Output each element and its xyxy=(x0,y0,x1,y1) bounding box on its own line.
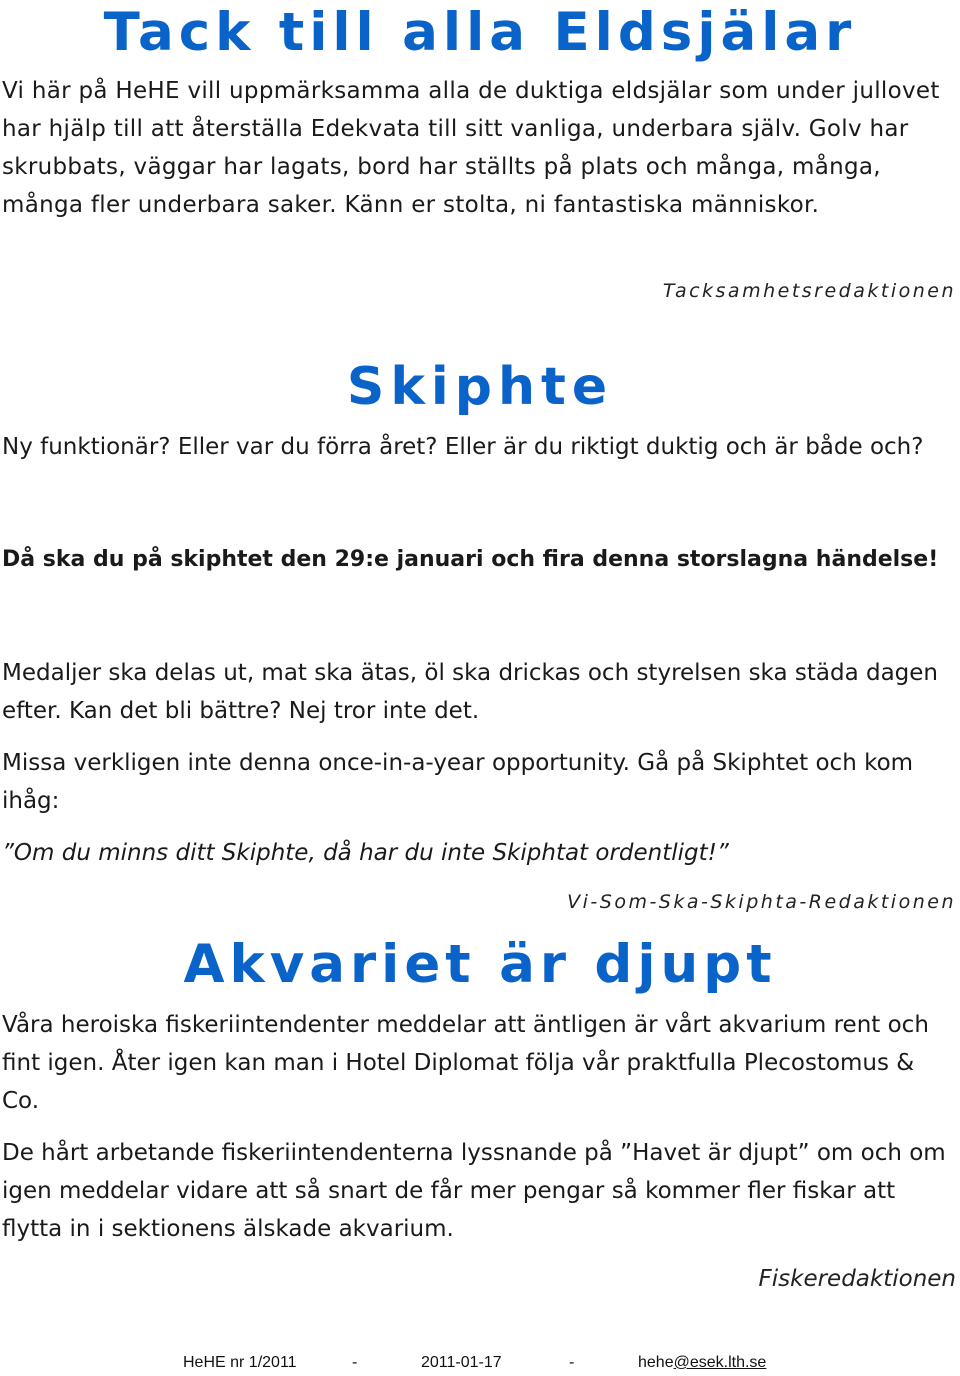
article-signature-skiphte: Vi-Som-Ska-Skiphta-Redaktionen xyxy=(567,891,956,913)
article-signature-akvariet: Fiskeredaktionen xyxy=(758,1266,956,1292)
footer-email[interactable] xyxy=(638,1354,766,1372)
article-body-skiphte-2: Missa verkligen inte denna once-in-a-year opportunity. Gå på Skiphtet och kom ihåg: xyxy=(2,750,914,814)
article-intro-skiphte: Ny funktionär? Eller var du förra året? Eller är du riktigt duktig och är både och? xyxy=(2,434,924,460)
page-footer xyxy=(0,1354,960,1376)
footer-separator: - xyxy=(569,1354,575,1371)
article-quote-skiphte: ”Om du minns ditt Skiphte, då har du inte Skiphtat ordentligt!” xyxy=(2,840,729,866)
article-title-skiphte: Skiphte xyxy=(346,357,614,417)
footer-separator: - xyxy=(352,1354,358,1371)
article-body-skiphte-1: Medaljer ska delas ut, mat ska ätas, öl ska drickas och styrelsen ska städa dagen efter. Kan det bli bättre? Nej tror inte det. xyxy=(2,660,939,724)
footer-issue: HeHE nr 1/2011 xyxy=(183,1354,297,1371)
footer-email-user: hehe xyxy=(638,1354,674,1371)
article-body-akvariet-2: De hårt arbetande fiskeriintendenterna lyssnande på ”Havet är djupt” om och om igen meddelar vidare att så snart de får mer pengar så kommer fler fiskar att flytta in i sektionens älskade akvarium. xyxy=(2,1140,946,1242)
footer-email-link[interactable]: @esek.lth.se xyxy=(673,1354,767,1371)
article-body-eldsjalar: Vi här på HeHE vill uppmärksamma alla de duktiga eldsjälar som under jullovet har hjälp till att återställa Edekvata till sitt vanliga, underbara själv. Golv har skrubbats, väggar har lagats, bord har ställts på plats och många, många, många fler underbara saker. Känn er stolta, ni fantastiska människor. xyxy=(2,78,940,218)
article-signature-eldsjalar: Tacksamhetsredaktionen xyxy=(662,280,956,302)
article-highlight-skiphte: Då ska du på skiphtet den 29:e januari och fira denna storslagna händelse! xyxy=(2,547,939,572)
article-title-akvariet: Akvariet är djupt xyxy=(183,934,777,995)
article-title-eldsjalar: Tack till alla Eldsjälar xyxy=(103,2,857,63)
footer-date: 2011-01-17 xyxy=(421,1354,502,1371)
article-body-akvariet-1: Våra heroiska fiskeriintendenter meddelar att äntligen är vårt akvarium rent och fint igen. Åter igen kan man i Hotel Diplomat följa vår praktfulla Plecostomus & Co. xyxy=(2,1012,929,1114)
